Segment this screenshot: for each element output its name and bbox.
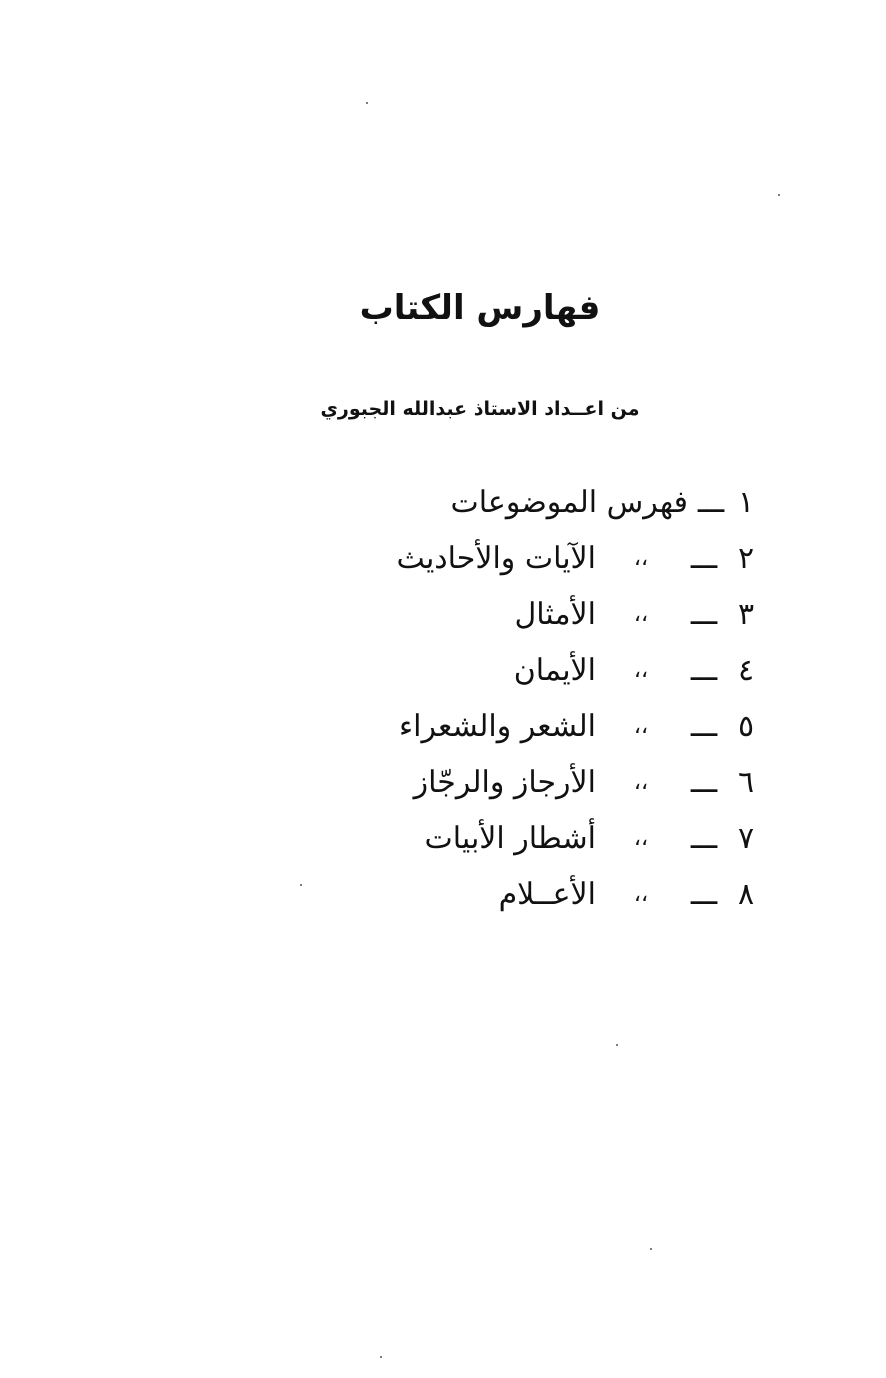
item-label: فهرس الموضوعات (450, 484, 688, 520)
item-dash: ـــ (690, 540, 718, 576)
item-dash: ـــ (690, 652, 718, 688)
list-item (238, 530, 758, 586)
ditto-mark: ،، (633, 657, 649, 683)
item-dash: ـــ (690, 596, 718, 632)
item-dash: ـــ (690, 876, 718, 912)
ditto-mark: ،، (633, 713, 649, 739)
item-label: الأرجاز والرجّاز (413, 764, 596, 800)
page-title: فهارس الكتاب (359, 288, 601, 328)
ditto-mark: ،، (633, 601, 649, 627)
item-label: الشعر والشعراء (399, 708, 596, 744)
index-list (238, 474, 758, 922)
ditto-mark: ،، (633, 825, 649, 851)
ditto-mark: ،، (633, 545, 649, 571)
subtitle: من اعــداد الاستاذ عبدالله الجبوري (320, 398, 640, 420)
ditto-mark: ،، (633, 881, 649, 907)
item-number: ٤ (737, 652, 755, 688)
scan-speck (616, 1044, 618, 1046)
scan-speck (366, 102, 368, 104)
item-number: ١ (737, 484, 755, 520)
list-item (238, 642, 758, 698)
scan-speck (300, 884, 302, 886)
item-label: الأمثال (514, 596, 596, 632)
item-dash: ـــ (690, 764, 718, 800)
item-number: ٢ (737, 540, 755, 576)
list-item (238, 754, 758, 810)
list-item (238, 586, 758, 642)
scan-speck (650, 1248, 652, 1250)
list-item (238, 474, 758, 530)
list-item (238, 698, 758, 754)
item-number: ٣ (737, 596, 755, 632)
item-label: الآيات والأحاديث (396, 540, 596, 576)
item-dash: ـــ (690, 708, 718, 744)
item-number: ٨ (737, 876, 755, 912)
item-number: ٦ (737, 764, 755, 800)
item-number: ٧ (737, 820, 755, 856)
scan-speck (380, 1356, 382, 1358)
list-item (238, 810, 758, 866)
item-label: الأعــلام (498, 876, 596, 912)
list-item (238, 866, 758, 922)
item-dash: ـــ (690, 820, 718, 856)
item-number: ٥ (737, 708, 755, 744)
ditto-mark: ،، (633, 769, 649, 795)
item-dash: ـــ (697, 484, 725, 520)
scan-speck (778, 194, 780, 196)
item-label: الأيمان (513, 652, 596, 688)
item-label: أشطار الأبيات (424, 820, 596, 856)
